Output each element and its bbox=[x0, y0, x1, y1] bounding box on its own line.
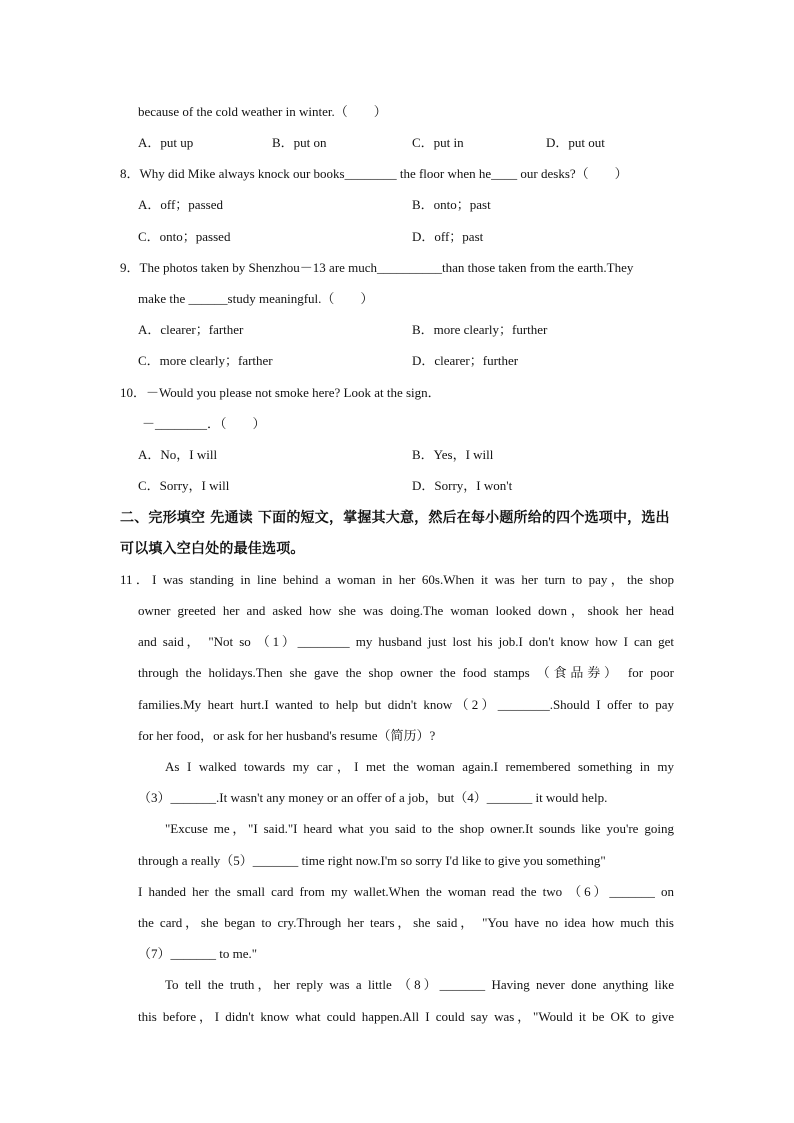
q8-option-c: C．onto；passed bbox=[138, 229, 231, 244]
passage-line: To tell the truth，her reply was a little （8）_______ Having never done anything like bbox=[165, 977, 674, 992]
q9-stem-line2: make the ______study meaningful.（ ） bbox=[138, 291, 374, 306]
section-heading-line2: 可以填入空白处的最佳选项。 bbox=[120, 541, 305, 557]
passage-line: through the holidays.Then she gave the shop owner the food stamps （食品券） for poor bbox=[138, 665, 674, 680]
q10-option-b: B．Yes，I will bbox=[412, 447, 494, 462]
passage-line: （3）_______.It wasn't any money or an offer of a job，but（4）_______ it would help. bbox=[138, 790, 608, 805]
q7-option-a: A．put up bbox=[138, 135, 194, 150]
q7-option-c: C．put in bbox=[412, 135, 464, 150]
q8-stem: 8．Why did Mike always knock our books________ the floor when he____ our desks?（ ） bbox=[120, 166, 628, 181]
q10-stem-line2: －________．（ ） bbox=[142, 416, 266, 431]
q9-option-a: A．clearer；farther bbox=[138, 322, 244, 337]
q9-stem-line1: 9．The photos taken by Shenzhou－13 are much__________than those taken from the earth.They bbox=[120, 260, 634, 275]
passage-line: owner greeted her and asked how she was doing.The woman looked down，shook her head bbox=[138, 603, 674, 618]
passage-line: families.My heart hurt.I wanted to help but didn't know（2）________.Should I offer to pay bbox=[138, 697, 674, 712]
q8-option-a: A．off；passed bbox=[138, 197, 223, 212]
passage-line: the card，she began to cry.Through her tears，she said， "You have no idea how much this bbox=[138, 915, 674, 930]
q10-option-d: D．Sorry，I won't bbox=[412, 478, 513, 493]
passage-line: for her food，or ask for her husband's resume（简历）? bbox=[138, 728, 436, 743]
passage-line: "Excuse me，"I said."I heard what you said to the shop owner.It sounds like you're going bbox=[165, 821, 674, 836]
q10-stem-line1: 10．－Would you please not smoke here? Look at the sign． bbox=[120, 385, 441, 400]
passage-line: and said， "Not so （1）________ my husband just lost his job.I don't know how I can get bbox=[138, 634, 674, 649]
passage-line: through a really（5）_______ time right now.I'm so sorry I'd like to give you something" bbox=[138, 853, 606, 868]
q9-option-d: D．clearer；further bbox=[412, 353, 519, 368]
q8-option-b: B．onto；past bbox=[412, 197, 491, 212]
q9-option-c: C．more clearly；farther bbox=[138, 353, 273, 368]
q8-option-d: D．off；past bbox=[412, 229, 484, 244]
q7-stem: because of the cold weather in winter.（ ） bbox=[138, 104, 387, 119]
passage-line: 11．I was standing in line behind a woman in her 60s.When it was her turn to pay，the shop bbox=[120, 572, 674, 587]
q7-option-b: B．put on bbox=[272, 135, 327, 150]
q9-option-b: B．more clearly；further bbox=[412, 322, 548, 337]
passage-line: I handed her the small card from my wallet.When the woman read the two （6）_______ on bbox=[138, 884, 674, 899]
passage-line: this before，I didn't know what could happen.All I could say was，"Would it be OK to give bbox=[138, 1009, 674, 1024]
section-heading-line1: 二、完形填空 先通读 下面的短文，掌握其大意，然后在每小题所给的四个选项中，选出 bbox=[120, 510, 670, 526]
q10-option-c: C．Sorry，I will bbox=[138, 478, 230, 493]
q7-option-d: D．put out bbox=[546, 135, 605, 150]
passage-line: （7）_______ to me." bbox=[138, 946, 258, 961]
q10-option-a: A．No，I will bbox=[138, 447, 218, 462]
passage-line: As I walked towards my car，I met the woman again.I remembered something in my bbox=[165, 759, 674, 774]
